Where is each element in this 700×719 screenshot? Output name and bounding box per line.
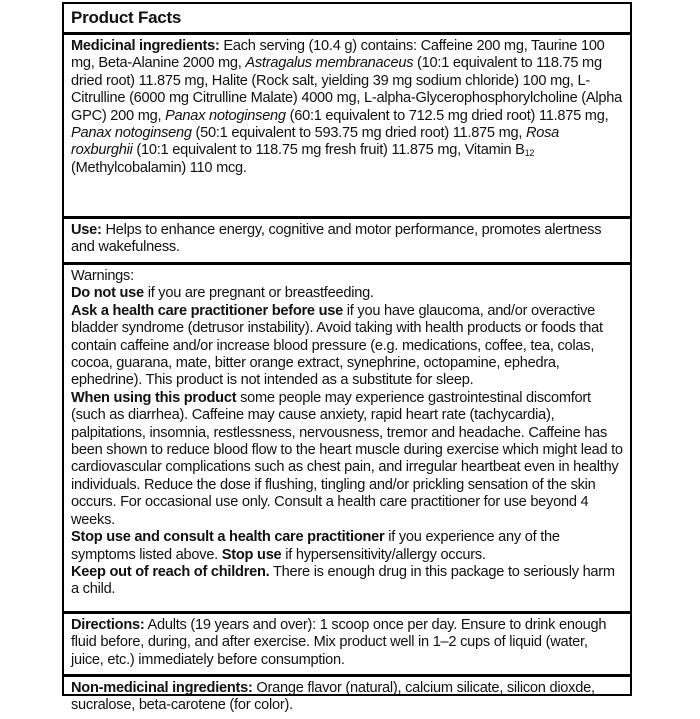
warning-when-using-text: some people may experience gastrointestinal discomfort (such as diarrhea). Caffeine may cause anxiety, rapid heart rate (tachycardia), palpitations, insomnia, restlessness, nervousness, tremor and headache. Caffeine has been shown to reduce blood flow to the heart muscle during exercise which might lead to cardiovascular complications such as chest pain, and irregular heartbeat even in healthy individuals. Reduce the dose if flushing, tingling and/or prickling sensation of the skin occurs. For occasional use only. Consult a health care practitioner for use beyond 4 weeks. (71, 389, 623, 528)
warning-keep-out-of-reach (71, 564, 623, 599)
non-medicinal-label: Non-medicinal ingredients: (71, 680, 253, 696)
warning-keep-out-label: Keep out of reach of children. (71, 563, 270, 580)
medicinal-ingredients-section (64, 35, 630, 219)
latin-name-rosa: Rosa roxburghii (71, 125, 560, 159)
warning-stop-use (71, 529, 623, 564)
warning-when-using-label: When using this product (71, 389, 237, 406)
warning-do-not-use-text: if you are pregnant or breastfeeding. (143, 285, 374, 302)
medicinal-text-4: (50:1 equivalent to 593.75 mg dried root) 11.875 mg, (191, 125, 526, 142)
medicinal-text-3: (60:1 equivalent to 712.5 mg dried root) 11.875 mg, (285, 107, 609, 124)
warning-keep-out-text: There is enough drug in this package to seriously harm a child. (71, 563, 615, 598)
latin-name-astragalus: Astragalus membranaceus (245, 55, 414, 72)
warning-stop-use-text-2: if hypersensitivity/allergy occurs. (281, 546, 486, 563)
non-medicinal-section (64, 677, 630, 719)
use-label: Use: (71, 222, 102, 238)
medicinal-text-1: Each serving (10.4 g) contains: Caffeine 200 mg, Taurine 100 mg, Beta-Alanine 2000 mg, (71, 38, 605, 72)
directions-section (64, 614, 630, 677)
latin-name-panax-1: Panax notoginseng (165, 107, 286, 124)
warning-stop-use-text: if you experience any of the symptoms listed above. (71, 529, 560, 563)
warning-ask-practitioner-label: Ask a health care practitioner before use (71, 302, 343, 319)
use-section (64, 219, 630, 265)
vitamin-subscript: 12 (524, 148, 535, 159)
medicinal-text-5: (10:1 equivalent to 118.75 mg fresh fruit) 11.875 mg, Vitamin B (132, 142, 525, 159)
non-medicinal-text (71, 680, 623, 715)
latin-name-panax-2: Panax notoginseng (71, 125, 192, 142)
warning-ask-practitioner-text: if you have glaucoma, and/or overactive bladder syndrome (detrusor instability). Avoid taking with health products or foods that contain caffeine and/or increase blood pressure (e.g. medications, coffee, tea, colas, cocoa, guarana, mate, bitter orange extract, synephrine, octopamine, ephedra, ephedrine). This product is not intended as a substitute for sleep. (71, 302, 603, 389)
directions-text (71, 617, 623, 669)
warnings-heading: Warnings: (71, 268, 134, 284)
warning-do-not-use-label: Do not use (71, 285, 144, 302)
medicinal-text-2: (10:1 equivalent to 118.75 mg dried root) 11.875 mg, Halite (Rock salt, yielding 39 mg sodium chloride) 100 mg, L-Citrulline (6000 mg Citrulline Malate) 4000 mg, L-alpha-Glycerophosphorylcholine (Alpha GPC) 200 mg, (71, 55, 622, 124)
use-body: Helps to enhance energy, cognitive and motor performance, promotes alertness and wakefulness. (71, 222, 602, 256)
warning-do-not-use (71, 285, 623, 302)
warning-stop-use-label: Stop use and consult a health care practitioner (71, 529, 385, 546)
directions-body: Adults (19 years and over): 1 scoop once per day. Ensure to drink enough fluid before, during, and after exercise. Mix product well in 1–2 cups of liquid (water, juice, etc.) immediately before consumption. (71, 617, 607, 668)
non-medicinal-body: Orange flavor (natural), calcium silicate, silicon dioxde, sucralose, beta-carotene (for color). (71, 680, 595, 714)
warning-stop-use-label-2: Stop use (221, 546, 282, 563)
panel-title: Product Facts (64, 4, 630, 35)
medicinal-ingredients-label: Medicinal ingredients: (71, 38, 220, 54)
warning-when-using (71, 390, 623, 529)
warning-ask-practitioner (71, 303, 623, 390)
medicinal-text-6: (Methylcobalamin) 110 mcg. (71, 159, 247, 176)
medicinal-ingredients-text (71, 38, 623, 177)
warnings-section (64, 265, 630, 614)
use-text (71, 222, 623, 257)
directions-label: Directions: (71, 617, 145, 633)
product-facts-panel (62, 2, 632, 714)
